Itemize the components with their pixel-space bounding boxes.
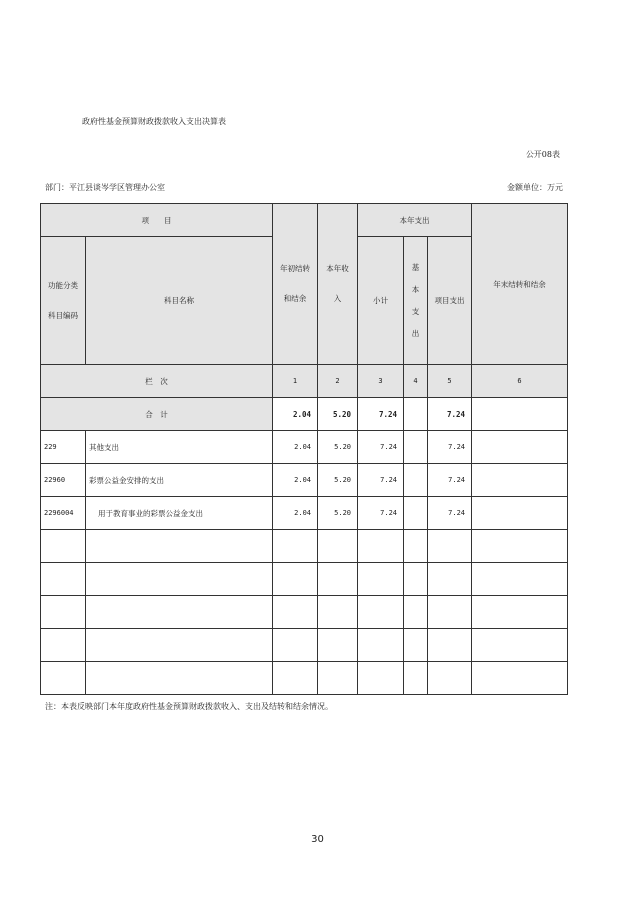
table-row [41,497,568,530]
column-number-6: 6 [472,365,568,398]
table-note: 注：本表反映部门本年度政府性基金预算财政拨款收入、支出及结转和结余情况。 [45,702,333,711]
column-number-row [41,365,568,398]
table-row [41,431,568,464]
row-subtotal: 7.24 [358,497,404,530]
total-subtotal: 7.24 [358,398,404,431]
column-number-5: 5 [428,365,472,398]
empty-row [41,596,568,629]
row-subtotal: 7.24 [358,431,404,464]
row-code: 229 [41,431,86,464]
form-number: 公开08表 [525,150,560,159]
header-expense: 本年支出 [358,204,472,237]
header-basic-char2: 本 [411,284,420,294]
row-project: 7.24 [428,464,472,497]
row-end [472,464,568,497]
header-func-code-line2: 科目编码 [48,310,78,320]
header-subject-name: 科目名称 [86,237,273,365]
row-basic [404,464,428,497]
row-code: 2296004 [41,497,86,530]
page-number: 30 [311,834,324,845]
empty-row [41,530,568,563]
header-income-line2: 入 [333,294,342,303]
empty-row [41,662,568,695]
row-name: 其他支出 [86,431,273,464]
department-label: 部门：平江县谈岑学区管理办公室 [45,183,165,192]
total-income: 5.20 [318,398,358,431]
column-number-label: 栏 次 [41,365,273,398]
total-label: 合 计 [41,398,273,431]
column-number-2: 2 [318,365,358,398]
row-begin: 2.04 [273,497,318,530]
header-basic-char4: 出 [411,328,420,338]
total-row [41,398,568,431]
row-end [472,431,568,464]
row-project: 7.24 [428,431,472,464]
row-begin: 2.04 [273,464,318,497]
header-basic [404,237,428,365]
row-income: 5.20 [318,497,358,530]
column-number-3: 3 [358,365,404,398]
row-basic [404,431,428,464]
row-end [472,497,568,530]
total-basic [404,398,428,431]
header-func-code-line1: 功能分类 [48,280,78,290]
row-subtotal: 7.24 [358,464,404,497]
row-income: 5.20 [318,464,358,497]
header-income-line1: 本年收 [326,264,349,273]
empty-row [41,563,568,596]
row-basic [404,497,428,530]
unit-label: 金额单位：万元 [507,183,563,192]
row-income: 5.20 [318,431,358,464]
header-begin-balance-line2: 和结余 [283,294,307,303]
row-code: 22960 [41,464,86,497]
row-project: 7.24 [428,497,472,530]
empty-row [41,629,568,662]
budget-table [40,203,568,695]
header-func-code [41,237,86,365]
page-title: 政府性基金预算财政拨款收入支出决算表 [82,117,226,126]
header-project: 项目支出 [428,237,472,365]
column-number-4: 4 [404,365,428,398]
header-basic-char3: 支 [411,306,420,316]
row-name: 用于教育事业的彩票公益金支出 [86,497,273,530]
total-end [472,398,568,431]
header-item: 项 目 [41,204,273,237]
header-basic-char1: 基 [411,262,420,272]
header-income [318,204,358,365]
header-row-1 [41,204,568,237]
row-name: 彩票公益金安排的支出 [86,464,273,497]
header-end-balance: 年末结转和结余 [472,204,568,365]
table-row [41,464,568,497]
column-number-1: 1 [273,365,318,398]
total-project: 7.24 [428,398,472,431]
row-begin: 2.04 [273,431,318,464]
header-begin-balance-line1: 年初结转 [280,264,310,273]
header-begin-balance [273,204,318,365]
total-begin: 2.04 [273,398,318,431]
header-subtotal: 小计 [358,237,404,365]
